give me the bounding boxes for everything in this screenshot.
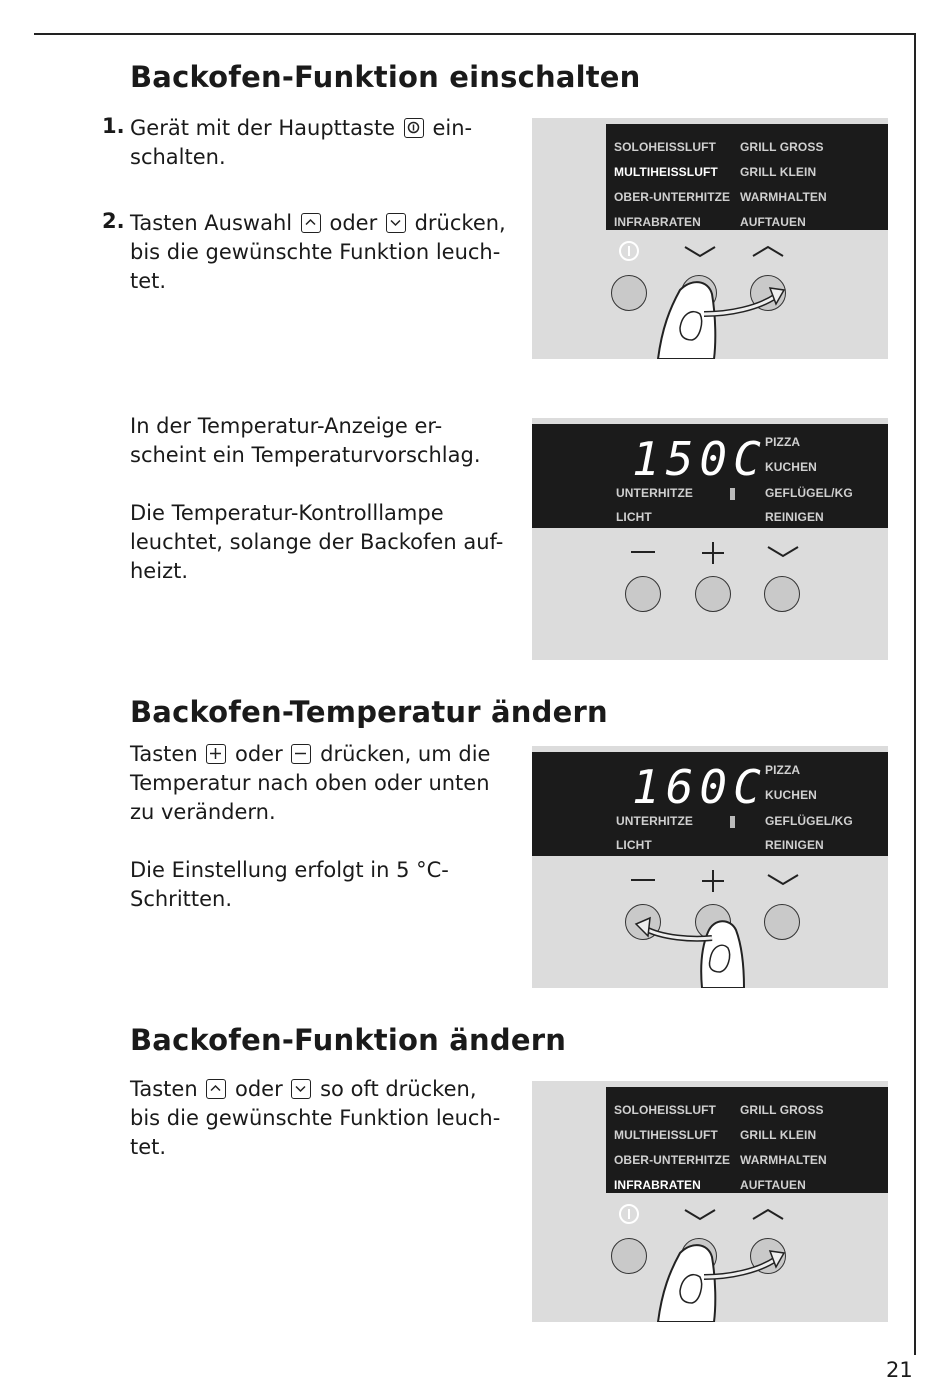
change-function-line-c: so oft drücken, (320, 1077, 477, 1101)
label-pizza: PIZZA (765, 435, 801, 449)
top-rule (34, 33, 916, 35)
change-temp-line-e: zu verändern. (130, 800, 276, 824)
plus-key-icon (206, 744, 226, 764)
minus-icon (628, 542, 658, 562)
change-function-line-a: Tasten (130, 1077, 198, 1101)
step-size-line-a: Die Einstellung erfolgt in 5 °C- (130, 858, 449, 882)
label-reinigen: REINIGEN (765, 510, 824, 524)
step-1-line-a: Gerät mit der Haupttaste (130, 116, 396, 140)
up-key-icon (206, 1079, 226, 1099)
heading-function-on: Backofen-Funktion einschalten (130, 60, 641, 94)
temperature-readout: 150C (632, 432, 767, 486)
down-key-icon (386, 213, 406, 233)
step-number-2: 2. (102, 209, 125, 233)
temperature-display (532, 424, 888, 528)
label-warmhalten: WARMHALTEN (740, 190, 827, 204)
label-grill-gross: GRILL GROSS (740, 140, 824, 154)
label-gefluegel-kg: GEFLÜGEL/KG (765, 814, 853, 828)
step-2-text (130, 209, 520, 296)
down-button[interactable] (764, 576, 800, 612)
right-rule (914, 33, 916, 1355)
temperature-panel-2 (532, 746, 888, 988)
label-unterhitze: UNTERHITZE (616, 814, 693, 828)
chevron-down-icon (765, 542, 801, 562)
temp-suggestion-line-b: scheint ein Temperaturvorschlag. (130, 443, 481, 467)
temperature-readout: 160C (632, 760, 767, 814)
heat-lamp-text (130, 499, 520, 586)
label-soloheissluft: SOLOHEISSLUFT (614, 140, 716, 154)
label-infrabraten: INFRABRATEN (614, 215, 701, 229)
heading-change-function: Backofen-Funktion ändern (130, 1023, 567, 1057)
heat-indicator-lamp (730, 488, 735, 500)
function-panel-2 (532, 1081, 888, 1322)
label-unterhitze: UNTERHITZE (616, 486, 693, 500)
label-soloheissluft: SOLOHEISSLUFT (614, 1103, 716, 1117)
change-temp-line-a: Tasten (130, 742, 198, 766)
finger-press-illustration (532, 1081, 888, 1322)
step-1-line-c: schalten. (130, 145, 226, 169)
function-panel-1 (532, 118, 888, 359)
change-temp-line-b: oder (235, 742, 283, 766)
label-licht: LICHT (616, 510, 652, 524)
label-multiheissluft: MULTIHEISSLUFT (614, 165, 718, 179)
step-2-line-a: Tasten Auswahl (130, 211, 293, 235)
step-1-line-b: ein- (432, 116, 473, 140)
step-number-1: 1. (102, 114, 125, 138)
down-key-icon (291, 1079, 311, 1099)
label-kuchen: KUCHEN (765, 788, 817, 802)
finger-press-illustration (532, 118, 888, 359)
step-size-line-b: Schritten. (130, 887, 233, 911)
finger-press-illustration (532, 746, 888, 988)
change-temp-text (130, 740, 520, 827)
label-multiheissluft: MULTIHEISSLUFT (614, 1128, 718, 1142)
step-2-line-d: bis die gewünschte Funktion leuch- (130, 240, 501, 264)
label-ober-unterhitze: OBER-UNTERHITZE (614, 1153, 731, 1167)
label-auftauen: AUFTAUEN (740, 215, 806, 229)
minus-button[interactable] (625, 576, 661, 612)
label-ober-unterhitze: OBER-UNTERHITZE (614, 190, 731, 204)
label-gefluegel-kg: GEFLÜGEL/KG (765, 486, 853, 500)
label-grill-klein: GRILL KLEIN (740, 1128, 817, 1142)
plus-icon (700, 540, 726, 566)
page-number: 21 (886, 1358, 913, 1382)
step-2-line-e: tet. (130, 269, 167, 293)
change-function-line-d: bis die gewünschte Funktion leuch- (130, 1106, 501, 1130)
plus-button[interactable] (695, 576, 731, 612)
label-grill-gross: GRILL GROSS (740, 1103, 824, 1117)
temp-suggestion-line-a: In der Temperatur-Anzeige er- (130, 414, 443, 438)
change-temp-line-c: drücken, um die (320, 742, 491, 766)
step-2-line-c: drücken, (414, 211, 506, 235)
change-function-text (130, 1075, 520, 1162)
up-key-icon (301, 213, 321, 233)
change-function-line-e: tet. (130, 1135, 167, 1159)
label-grill-klein: GRILL KLEIN (740, 165, 817, 179)
change-temp-line-d: Temperatur nach oben oder unten (130, 771, 490, 795)
heat-lamp-line-a: Die Temperatur-Kontrolllampe (130, 501, 444, 525)
label-licht: LICHT (616, 838, 652, 852)
minus-key-icon (291, 744, 311, 764)
temp-suggestion-text (130, 412, 520, 470)
heat-lamp-line-c: heizt. (130, 559, 188, 583)
label-auftauen: AUFTAUEN (740, 1178, 806, 1192)
step-1-text (130, 114, 520, 172)
label-warmhalten: WARMHALTEN (740, 1153, 827, 1167)
heading-change-temperature: Backofen-Temperatur ändern (130, 695, 608, 729)
main-switch-key-icon (404, 118, 424, 138)
label-infrabraten: INFRABRATEN (614, 1178, 701, 1192)
step-size-text (130, 856, 520, 914)
change-function-line-b: oder (235, 1077, 283, 1101)
label-pizza: PIZZA (765, 763, 801, 777)
heat-lamp-line-b: leuchtet, solange der Backofen auf- (130, 530, 504, 554)
temperature-panel-1 (532, 418, 888, 660)
label-kuchen: KUCHEN (765, 460, 817, 474)
label-reinigen: REINIGEN (765, 838, 824, 852)
step-2-line-b: oder (329, 211, 378, 235)
